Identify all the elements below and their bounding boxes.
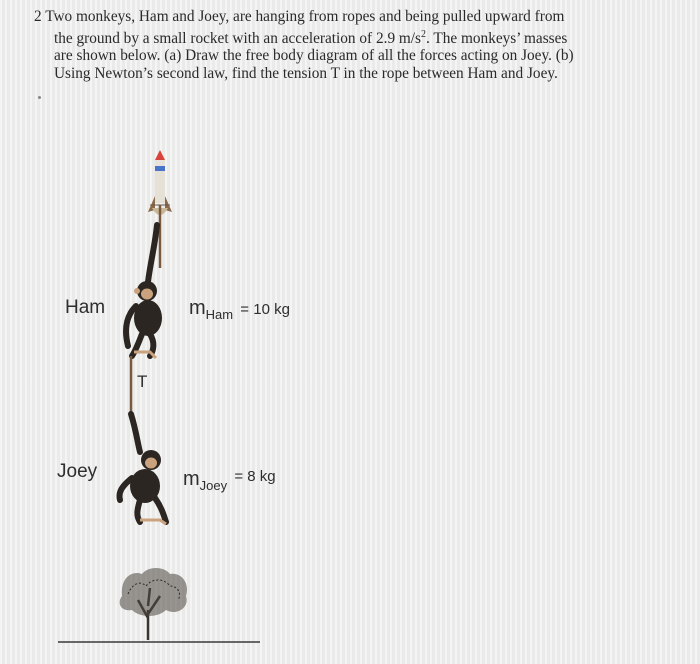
joey-label: Joey bbox=[57, 461, 98, 482]
monkey-icon bbox=[126, 225, 162, 358]
problem-line-3: are shown below. (a) Draw the free body diagram of all the forces acting on Joey. (b) bbox=[54, 47, 574, 65]
joey-mass-label: mJoey = 8 kg bbox=[183, 468, 276, 493]
ham-label: Ham bbox=[65, 297, 106, 318]
exponent: 2 bbox=[421, 28, 427, 40]
tension-label: T bbox=[137, 372, 148, 391]
problem-line-4: Using Newton’s second law, find the tension T in the rope between Ham and Joey. bbox=[54, 64, 558, 82]
problem-line-2: the ground by a small rocket with an acceleration of 2.9 $m/s^2$. The monkeys’ masses bbox=[54, 28, 568, 47]
tree-icon bbox=[120, 568, 187, 640]
monkey-icon bbox=[120, 414, 167, 524]
problem-line-1: 2 Two monkeys, Ham and Joey, are hanging from ropes and being pulled upward from bbox=[34, 8, 565, 25]
ham-mass-label: mHam = 10 kg bbox=[189, 297, 290, 322]
